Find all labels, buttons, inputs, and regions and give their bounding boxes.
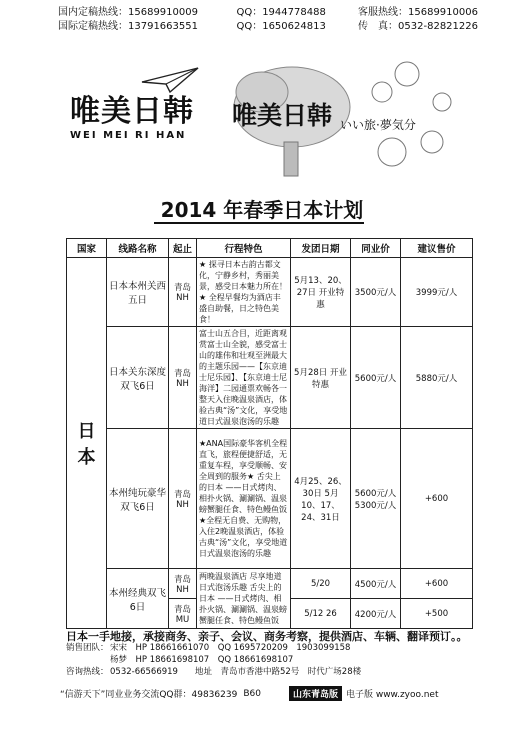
header-country: 国家 — [67, 239, 107, 258]
retail-price: +600 — [401, 569, 473, 599]
contact-text: 宋宋 HP 18661661070 QQ 1695720209 1903099158 — [110, 643, 351, 653]
hotline-fax: 传 真：0532-82821226 — [358, 21, 478, 32]
dates-cell: 5月28日 开业特惠 — [291, 327, 351, 429]
features-cell: ★ANA国际豪华客机全程直飞，旅程便捷舒适，无重复车程，享受顺畅、安全周到的服务★ 舌尖上的日本 ——日式烤肉、相扑火锅、涮涮锅、温泉螃蟹腿任食、特色鳗鱼饭★全程无自费、无购物，入住2晚温泉酒店，体验古典“汤”文化，享受地道日式温泉泡汤的乐趣 — [197, 429, 291, 569]
header-depart: 起止 — [169, 239, 197, 258]
header-features: 行程特色 — [197, 239, 291, 258]
trade-price: 5600元/人 5300元/人 — [351, 429, 401, 569]
contact-label — [66, 654, 110, 666]
header-route: 线路名称 — [107, 239, 169, 258]
brand-name-secondary: 唯美日韩 — [232, 101, 333, 130]
retail-price: 3999元/人 — [401, 258, 473, 327]
features-cell: 两晚温泉酒店 尽享地道日式泡汤乐趣 舌尖上的日本 ——日式烤肉、相扑火锅、涮涮锅、温泉螃蟹腿任食、特色鳗鱼饭 — [197, 569, 291, 629]
header-trade-price: 同业价 — [351, 239, 401, 258]
header-retail-price: 建议售价 — [401, 239, 473, 258]
contact-row — [66, 642, 472, 654]
hotline-qq: QQ：1944778488 — [236, 7, 326, 18]
title-underline — [154, 222, 364, 224]
depart-cell: 青岛 NH — [169, 569, 197, 599]
dates-cell: 5/20 — [291, 569, 351, 599]
page-title: 2014 年春季日本计划 — [160, 198, 364, 222]
contact-label: 咨询热线： — [66, 667, 109, 677]
dates-cell: 5/12 26 — [291, 599, 351, 629]
trade-price: 4200元/人 — [351, 599, 401, 629]
contact-row — [66, 654, 472, 666]
table-row — [67, 327, 473, 429]
trade-price: 5600元/人 — [351, 327, 401, 429]
brand-tagline: いい旅·夢気分 — [340, 118, 416, 132]
table-row — [67, 429, 473, 569]
retail-price: +500 — [401, 599, 473, 629]
hotline-row — [58, 20, 478, 34]
brand-name-cn: 唯美日韩 — [70, 94, 194, 129]
hotline-intl: 国际定稿热线：13791663551 — [58, 21, 198, 32]
depart-cell: 青岛 NH — [169, 258, 197, 327]
edition-badge: 山东青岛版 — [289, 686, 342, 701]
trade-price: 3500元/人 — [351, 258, 401, 327]
features-cell: ★ 探寻日本古韵古都文化，宁静乡村，秀丽美景，感受日本魅力所在！★ 全程早餐均为酒店丰盛自助餐，日之特色美食！ — [197, 258, 291, 327]
website-text: 电子版 www.zyoo.net — [345, 690, 439, 700]
dates-cell: 5月13、20、27日 开业特惠 — [291, 258, 351, 327]
qq-group-text: “信游天下”同业业务交流QQ群：49836239 — [60, 690, 238, 700]
hotline-block — [58, 6, 478, 34]
slogan: 日本一手地接，承接商务、亲子、会议、商务考察，提供酒店、车辆、翻译预订。。 — [66, 630, 468, 643]
country-cell: 日本 — [67, 258, 107, 629]
route-name: 本州纯玩豪华双飞6日 — [107, 429, 169, 569]
bottom-bar — [60, 686, 470, 701]
retail-price: +600 — [401, 429, 473, 569]
trade-price: 4500元/人 — [351, 569, 401, 599]
tour-plan-table — [66, 238, 473, 629]
route-name: 日本本州关西五日 — [107, 258, 169, 327]
depart-cell: 青岛 MU — [169, 599, 197, 629]
hotline-service: 客服热线：15689910006 — [358, 7, 478, 18]
hotline-domestic: 国内定稿热线：15689910009 — [58, 7, 198, 18]
retail-price: 5880元/人 — [401, 327, 473, 429]
depart-cell: 青岛 NH — [169, 327, 197, 429]
header-dates: 发团日期 — [291, 239, 351, 258]
contact-text: 0532-66566919 地址 青岛市香港中路52号 时代广场28楼 — [110, 667, 362, 677]
depart-cell: 青岛 NH — [169, 429, 197, 569]
contact-row — [66, 666, 472, 678]
hotline-qq: QQ：1650624813 — [236, 21, 326, 32]
dates-cell: 4月25、26、30日 5月10、17、24、31日 — [291, 429, 351, 569]
contact-text: 杨梦 HP 18661698107 QQ 18661698107 — [110, 655, 294, 665]
brand-logo — [66, 68, 216, 158]
brand-name-en: WEI MEI RI HAN — [70, 130, 187, 141]
contact-label: 销售团队： — [66, 643, 109, 653]
page-number: B60 — [243, 688, 261, 699]
hotline-row — [58, 6, 478, 20]
contact-block — [66, 642, 472, 678]
table-row — [67, 258, 473, 327]
table-header-row — [67, 239, 473, 258]
features-cell: 富士山五合目，近距离观赏富士山全貌，感受富士山的雄伟和壮观至洲最大的主题乐园——【东京迪士尼乐园】、【东京迪士尼海洋】二园通票欢畅各一整天入住晚温泉酒店，体验古典“汤”文化，享受地道日式温泉泡汤的乐趣 — [197, 327, 291, 429]
table-row — [67, 569, 473, 599]
route-name: 日本关东深度双飞6日 — [107, 327, 169, 429]
route-name: 本州经典双飞6日 — [107, 569, 169, 629]
